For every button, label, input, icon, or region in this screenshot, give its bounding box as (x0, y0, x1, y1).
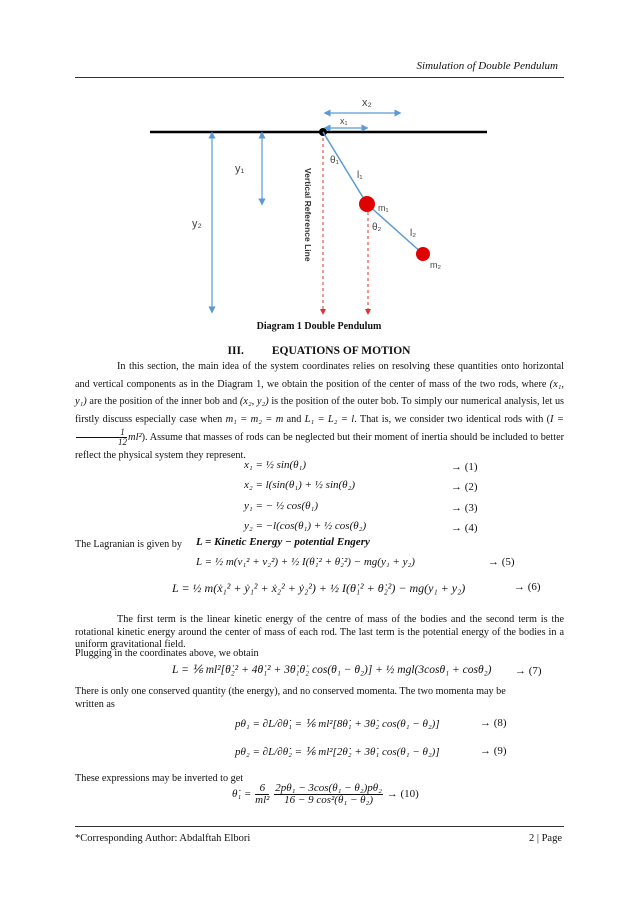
plugging-paragraph: Plugging in the coordinates above, we obtain (75, 648, 259, 659)
label-m2: m₂ (430, 260, 441, 270)
equation-6: L = ½ m(ẋ₁² + ẏ₁² + ẋ₂² + ẏ₂²) + ½ I(θ̇₁² + θ̇₂²) − mg(y₁ + y₂) (172, 581, 466, 595)
equation-9: pθ₂ = ∂L/∂θ̇₂ = ⅙ ml²[2θ̇₂ + 3θ̇₁ cos(θ₁ − θ₂)] (235, 746, 440, 758)
corresponding-author: *Corresponding Author: Abdalftah Elbori (75, 833, 251, 844)
rod-1 (323, 132, 367, 204)
kinetic-energy-paragraph: The first term is the linear kinetic energy of the centre of mass of the bodies and the second term is the rotational kinetic energy around the center of mass of each rod. The last term is the potential energy of the bodies in a uniform gravitational field. (75, 614, 564, 650)
equation-1: x₁ = ½ sin(θ₁) (244, 459, 307, 471)
label-l2: l₂ (410, 228, 417, 239)
label-x2: x₂ (362, 97, 372, 109)
equation-2: x₂ = l(sin(θ₁) + ½ sin(θ₂) (244, 479, 356, 491)
lagrangian-intro: The Lagranian is given by (75, 539, 182, 550)
label-theta2: θ₂ (372, 222, 382, 233)
double-pendulum-diagram (0, 0, 638, 340)
label-vertical-reference: Vertical Reference Line (303, 168, 313, 262)
label-m1: m₁ (378, 203, 389, 213)
inverted-paragraph: These expressions may be inverted to get (75, 773, 244, 784)
figure-caption: Diagram 1 Double Pendulum (256, 321, 382, 332)
equation-3: y₁ = − ½ cos(θ₁) (244, 500, 319, 512)
equation-3-ref: → (3) (451, 502, 478, 514)
section-number: III. (227, 345, 244, 357)
momenta-paragraph: There is only one conserved quantity (the energy), and no conserved momenta. The two momenta may be written as (75, 686, 506, 710)
page-number: 2 | Page (528, 833, 562, 844)
equation-6-ref: → (6) (514, 581, 541, 593)
equation-8-ref: → (8) (480, 717, 507, 729)
equation-4: y₂ = −l(cos(θ₁) + ½ cos(θ₂) (244, 520, 367, 532)
section-title: EQUATIONS OF MOTION (271, 345, 411, 357)
label-y1: y₁ (235, 163, 245, 175)
bob-1 (359, 196, 375, 212)
running-title: Simulation of Double Pendulum (416, 60, 558, 72)
equation-8: pθ₁ = ∂L/∂θ̇₁ = ⅙ ml²[8θ̇₁ + 3θ̇₂ cos(θ₁ − θ₂)] (235, 718, 440, 730)
label-l1: l₁ (357, 170, 363, 181)
equation-2-ref: → (2) (451, 481, 478, 493)
section-heading (0, 345, 638, 357)
label-y2: y₂ (192, 218, 202, 230)
label-x1: x₁ (340, 116, 348, 126)
footer-rule (75, 826, 564, 827)
equation-10: θ̇₁ = $\frac{6}{\text{ml²}}$ $\frac{\text{2pθ₁ − 3cos(θ₁ − θ₂)pθ₂}}{\text{16 − 9 cos²(θ₁ − θ₂)}}$ → (10) (232, 782, 419, 806)
equation-7: L = ⅙ ml²[θ̇₂² + 4θ̇₁² + 3θ̇₁θ̇₂ cos(θ₁ − θ₂)] + ½ mgl(3cosθ₁ + cosθ₂) (172, 664, 492, 676)
intro-paragraph: In this section, the main idea of the system coordinates relies on resolving these quantities onto horizontal and vertical components as in the Diagram 1, we obtain the position of the center of mass of the two rods, where (x₁, y₁) are the position of the inner bob and (x₂, y₂) is the position of the outer bob. To simply our numerical analysis, let us firstly discuss especially case when m₁ = m₂ = m and L₁ = L₂ = l. That is, we consider two identical rods with (I = $\frac{1}{12}$ ml²). Assume that masses of rods can be neglected but their moment of inertia should be included to better reflect the physical system they represent. (75, 361, 565, 461)
equation-9-ref: → (9) (480, 745, 507, 757)
equation-5: L = ½ m(v₁² + v₂²) + ½ I(θ̇₁² + θ̇₂²) − mg(y₁ + y₂) (196, 556, 415, 568)
label-theta1: θ₁ (330, 155, 339, 166)
equation-1-ref: → (1) (451, 461, 478, 473)
equation-5-ref: → (5) (488, 556, 515, 568)
equation-4-ref: → (4) (451, 522, 478, 534)
equation-7-ref: → (7) (515, 665, 542, 677)
lagrangian-definition: L = Kinetic Energy − potential Engery (196, 536, 370, 548)
bob-2 (416, 247, 430, 261)
